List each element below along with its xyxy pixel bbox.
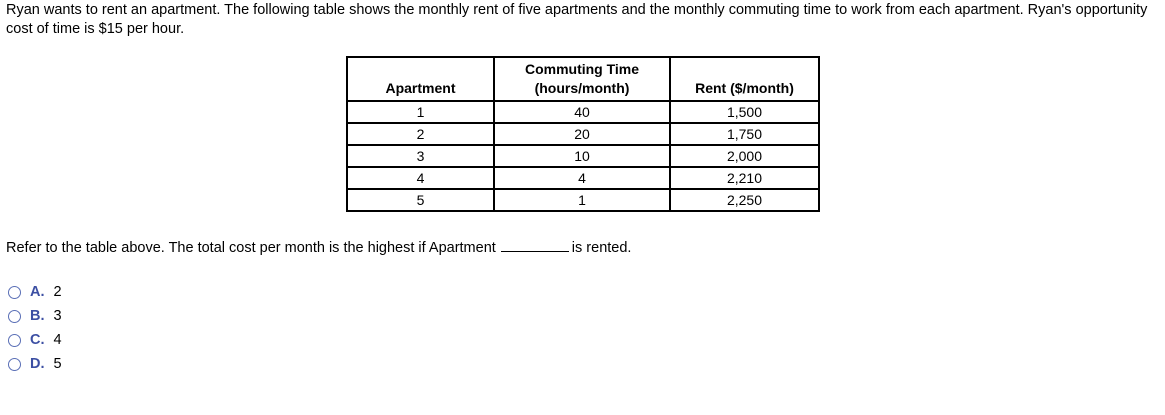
option-letter: C. <box>30 332 45 348</box>
cell-commute: 1 <box>494 189 670 211</box>
answer-blank <box>501 239 569 252</box>
option-d[interactable] <box>8 352 62 376</box>
question-text: Ryan wants to rent an apartment. The following table shows the monthly rent of five apartments and the monthly commuting time to work from each apartment. Ryan's opportunity cost of time is $15 per hour. <box>6 2 1148 37</box>
option-value: 5 <box>53 356 62 372</box>
table-header-row <box>347 57 819 101</box>
cell-apartment: 2 <box>347 123 494 145</box>
header-rent: Rent ($/month) <box>670 57 819 101</box>
radio-icon[interactable] <box>8 286 21 299</box>
option-letter: A. <box>30 284 45 300</box>
cell-apartment: 4 <box>347 167 494 189</box>
question-prompt <box>6 238 631 258</box>
header-commuting-time-line2: (hours/month) <box>534 80 630 96</box>
table-row <box>347 189 819 211</box>
data-table-container <box>346 56 820 212</box>
cell-rent: 1,750 <box>670 123 819 145</box>
option-b[interactable] <box>8 304 62 328</box>
option-c[interactable] <box>8 328 62 352</box>
table-row <box>347 101 819 123</box>
header-commuting-time <box>494 57 670 101</box>
option-letter: D. <box>30 356 45 372</box>
apartment-table <box>346 56 820 212</box>
cell-commute: 4 <box>494 167 670 189</box>
cell-commute: 10 <box>494 145 670 167</box>
header-apartment: Apartment <box>347 57 494 101</box>
table-row <box>347 167 819 189</box>
cell-commute: 40 <box>494 101 670 123</box>
cell-apartment: 3 <box>347 145 494 167</box>
cell-rent: 2,210 <box>670 167 819 189</box>
answer-options <box>8 280 62 376</box>
option-value: 2 <box>53 284 62 300</box>
option-a[interactable] <box>8 280 62 304</box>
cell-rent: 1,500 <box>670 101 819 123</box>
cell-commute: 20 <box>494 123 670 145</box>
radio-icon[interactable] <box>8 310 21 323</box>
cell-apartment: 1 <box>347 101 494 123</box>
option-value: 3 <box>53 308 62 324</box>
option-letter: B. <box>30 308 45 324</box>
table-row <box>347 123 819 145</box>
prompt-text-before: Refer to the table above. The total cost per month is the highest if Apartment <box>6 240 496 256</box>
radio-icon[interactable] <box>8 358 21 371</box>
table-row <box>347 145 819 167</box>
header-commuting-time-line1: Commuting Time <box>524 61 640 77</box>
cell-rent: 2,250 <box>670 189 819 211</box>
option-value: 4 <box>53 332 62 348</box>
cell-apartment: 5 <box>347 189 494 211</box>
prompt-text-after: is rented. <box>571 240 632 256</box>
cell-rent: 2,000 <box>670 145 819 167</box>
radio-icon[interactable] <box>8 334 21 347</box>
